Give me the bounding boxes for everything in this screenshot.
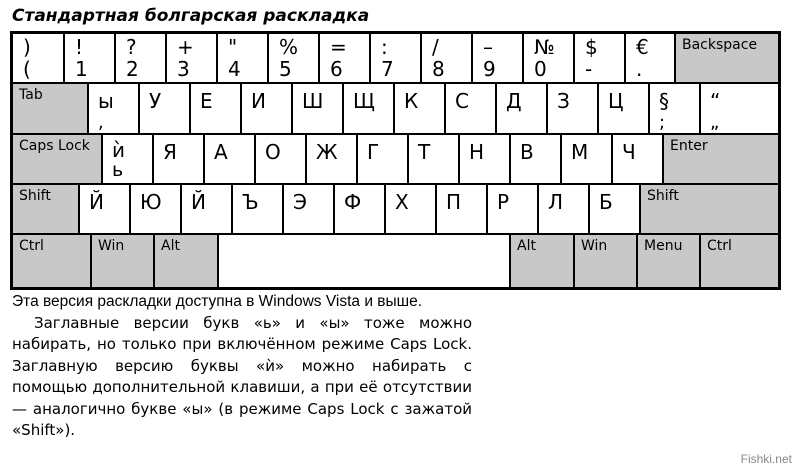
key-upper: + bbox=[177, 35, 194, 59]
key-lower: 8 bbox=[432, 57, 445, 81]
key-d bbox=[204, 134, 255, 184]
key-e bbox=[190, 83, 241, 134]
key-0 bbox=[523, 33, 574, 83]
key-label: Shift bbox=[647, 188, 679, 204]
key-shift-right bbox=[640, 184, 779, 234]
keyboard-diagram bbox=[10, 31, 781, 290]
key-upper: – bbox=[483, 35, 493, 59]
key-label: Win bbox=[98, 238, 125, 254]
key-lower: 0 bbox=[534, 57, 547, 81]
key-space bbox=[218, 234, 510, 288]
key-p bbox=[547, 83, 598, 134]
key-label: Win bbox=[581, 238, 608, 254]
key-2 bbox=[115, 33, 166, 83]
key-label: Enter bbox=[670, 138, 708, 154]
key-upper: С bbox=[455, 89, 469, 113]
key-upper: К bbox=[404, 89, 419, 113]
key-upper: Ю bbox=[140, 190, 162, 214]
key-label: Shift bbox=[19, 188, 51, 204]
key-upper: : bbox=[381, 35, 388, 59]
key-quote bbox=[612, 134, 663, 184]
key-w bbox=[139, 83, 190, 134]
key-enter bbox=[663, 134, 779, 184]
key-upper: " bbox=[228, 35, 238, 59]
key-upper: / bbox=[432, 35, 439, 59]
key-upper: € bbox=[636, 35, 649, 59]
key-win-left bbox=[91, 234, 154, 288]
key-upper: Й bbox=[191, 190, 206, 214]
key-lower: . bbox=[636, 57, 643, 81]
key-lower: 5 bbox=[279, 57, 292, 81]
key-upper: Я bbox=[163, 140, 177, 164]
key-extra bbox=[79, 184, 130, 234]
key-upper: Щ bbox=[353, 89, 375, 113]
key-5 bbox=[268, 33, 319, 83]
key-upper: Р bbox=[497, 190, 510, 214]
key-lower: „ bbox=[710, 112, 720, 133]
key-9 bbox=[472, 33, 523, 83]
key-upper: Х bbox=[395, 190, 409, 214]
key-ctrl-right bbox=[700, 234, 779, 288]
key-upper: Т bbox=[418, 140, 431, 164]
key-s bbox=[153, 134, 204, 184]
key-upper: = bbox=[330, 35, 347, 59]
key-label: Caps Lock bbox=[19, 138, 90, 154]
key-minus bbox=[574, 33, 625, 83]
key-3 bbox=[166, 33, 217, 83]
key-1 bbox=[64, 33, 115, 83]
key-lower: 4 bbox=[228, 57, 241, 81]
key-v bbox=[283, 184, 334, 234]
key-7 bbox=[370, 33, 421, 83]
key-upper: $ bbox=[585, 35, 598, 59]
key-paren bbox=[12, 33, 64, 83]
key-upper: ѝ bbox=[112, 138, 125, 162]
key-k bbox=[459, 134, 510, 184]
key-backslash bbox=[700, 83, 779, 134]
key-upper: Й bbox=[89, 190, 104, 214]
key-i bbox=[445, 83, 496, 134]
key-equals bbox=[625, 33, 675, 83]
key-label: Tab bbox=[19, 87, 43, 103]
key-upper: Л bbox=[548, 190, 564, 214]
key-o bbox=[496, 83, 547, 134]
key-lower: 2 bbox=[126, 57, 139, 81]
key-t bbox=[292, 83, 343, 134]
key-upper: ? bbox=[126, 35, 137, 59]
key-lower: 9 bbox=[483, 57, 496, 81]
page-title: Стандартная болгарская раскладка bbox=[12, 6, 370, 26]
key-win-right bbox=[574, 234, 637, 288]
key-lower: ; bbox=[659, 112, 666, 133]
key-label: Ctrl bbox=[707, 238, 732, 254]
key-upper: “ bbox=[710, 89, 721, 113]
key-tab bbox=[12, 83, 88, 134]
key-label: Ctrl bbox=[19, 238, 44, 254]
key-b bbox=[334, 184, 385, 234]
key-g bbox=[306, 134, 357, 184]
key-u bbox=[394, 83, 445, 134]
key-upper: Б bbox=[599, 190, 613, 214]
key-upper: ы bbox=[98, 89, 114, 113]
key-upper: ! bbox=[75, 35, 84, 59]
key-upper: Ж bbox=[316, 140, 338, 164]
key-upper: Н bbox=[469, 140, 485, 164]
key-label: Backspace bbox=[682, 37, 758, 53]
key-backspace bbox=[675, 33, 779, 83]
key-z bbox=[130, 184, 181, 234]
key-lower: 1 bbox=[75, 57, 88, 81]
key-lower: ь bbox=[112, 159, 124, 181]
key-upper: Ф bbox=[344, 190, 362, 214]
key-label: Alt bbox=[161, 238, 180, 254]
key-lower: ( bbox=[23, 57, 31, 81]
key-shift-left bbox=[12, 184, 79, 234]
description bbox=[12, 291, 472, 442]
key-m bbox=[436, 184, 487, 234]
key-upper: И bbox=[251, 89, 266, 113]
key-semicolon bbox=[561, 134, 612, 184]
key-menu bbox=[637, 234, 700, 288]
key-upper: ) bbox=[23, 35, 31, 59]
key-upper: П bbox=[446, 190, 462, 214]
key-bracket-right bbox=[649, 83, 700, 134]
key-n bbox=[385, 184, 436, 234]
key-r bbox=[241, 83, 292, 134]
key-capslock bbox=[12, 134, 102, 184]
key-upper: О bbox=[265, 140, 281, 164]
key-upper: Ш bbox=[302, 89, 324, 113]
key-slash bbox=[589, 184, 640, 234]
key-h bbox=[357, 134, 408, 184]
key-y bbox=[343, 83, 394, 134]
key-comma bbox=[487, 184, 538, 234]
key-upper: Е bbox=[200, 89, 213, 113]
key-upper: Ц bbox=[608, 89, 624, 113]
key-lower: 3 bbox=[177, 57, 190, 81]
key-upper: Д bbox=[506, 89, 522, 113]
key-label: Menu bbox=[644, 238, 683, 254]
key-8 bbox=[421, 33, 472, 83]
key-upper: В bbox=[520, 140, 534, 164]
key-a bbox=[102, 134, 153, 184]
key-alt-left bbox=[154, 234, 218, 288]
key-upper: А bbox=[214, 140, 228, 164]
key-l bbox=[510, 134, 561, 184]
key-f bbox=[255, 134, 306, 184]
key-upper: Ъ bbox=[242, 190, 259, 214]
key-upper: У bbox=[149, 89, 162, 113]
key-6 bbox=[319, 33, 370, 83]
key-upper: § bbox=[659, 89, 669, 113]
watermark: Fishki.net bbox=[740, 452, 792, 466]
description-paragraph-1: Эта версия раскладки доступна в Windows Vista и выше. bbox=[12, 293, 423, 310]
key-upper: Э bbox=[293, 190, 307, 214]
key-upper: Ч bbox=[622, 140, 636, 164]
key-upper: % bbox=[279, 35, 299, 59]
description-paragraph-2: Заглавные версии букв «ь» и «ы» тоже можно набирать, но только при включённом режиме Caps Lock. Заглавную версию буквы «ѝ» можно набирать с помощью дополнительной клавиши, а при её отсутствии — аналогично букве «ы» (в режиме Caps Lock с зажатой «Shift»). bbox=[12, 313, 472, 439]
key-alt-right bbox=[510, 234, 574, 288]
key-lower: , bbox=[98, 112, 104, 133]
key-upper: Г bbox=[367, 140, 380, 164]
key-c bbox=[232, 184, 283, 234]
key-lower: 7 bbox=[381, 57, 394, 81]
key-x bbox=[181, 184, 232, 234]
key-j bbox=[408, 134, 459, 184]
key-4 bbox=[217, 33, 268, 83]
key-label: Alt bbox=[517, 238, 536, 254]
key-upper: З bbox=[557, 89, 570, 113]
key-lower: - bbox=[585, 57, 593, 81]
key-upper: М bbox=[571, 140, 589, 164]
key-lower: 6 bbox=[330, 57, 343, 81]
key-period bbox=[538, 184, 589, 234]
key-q bbox=[88, 83, 139, 134]
key-ctrl-left bbox=[12, 234, 91, 288]
key-upper: № bbox=[534, 35, 555, 59]
key-bracket-left bbox=[598, 83, 649, 134]
